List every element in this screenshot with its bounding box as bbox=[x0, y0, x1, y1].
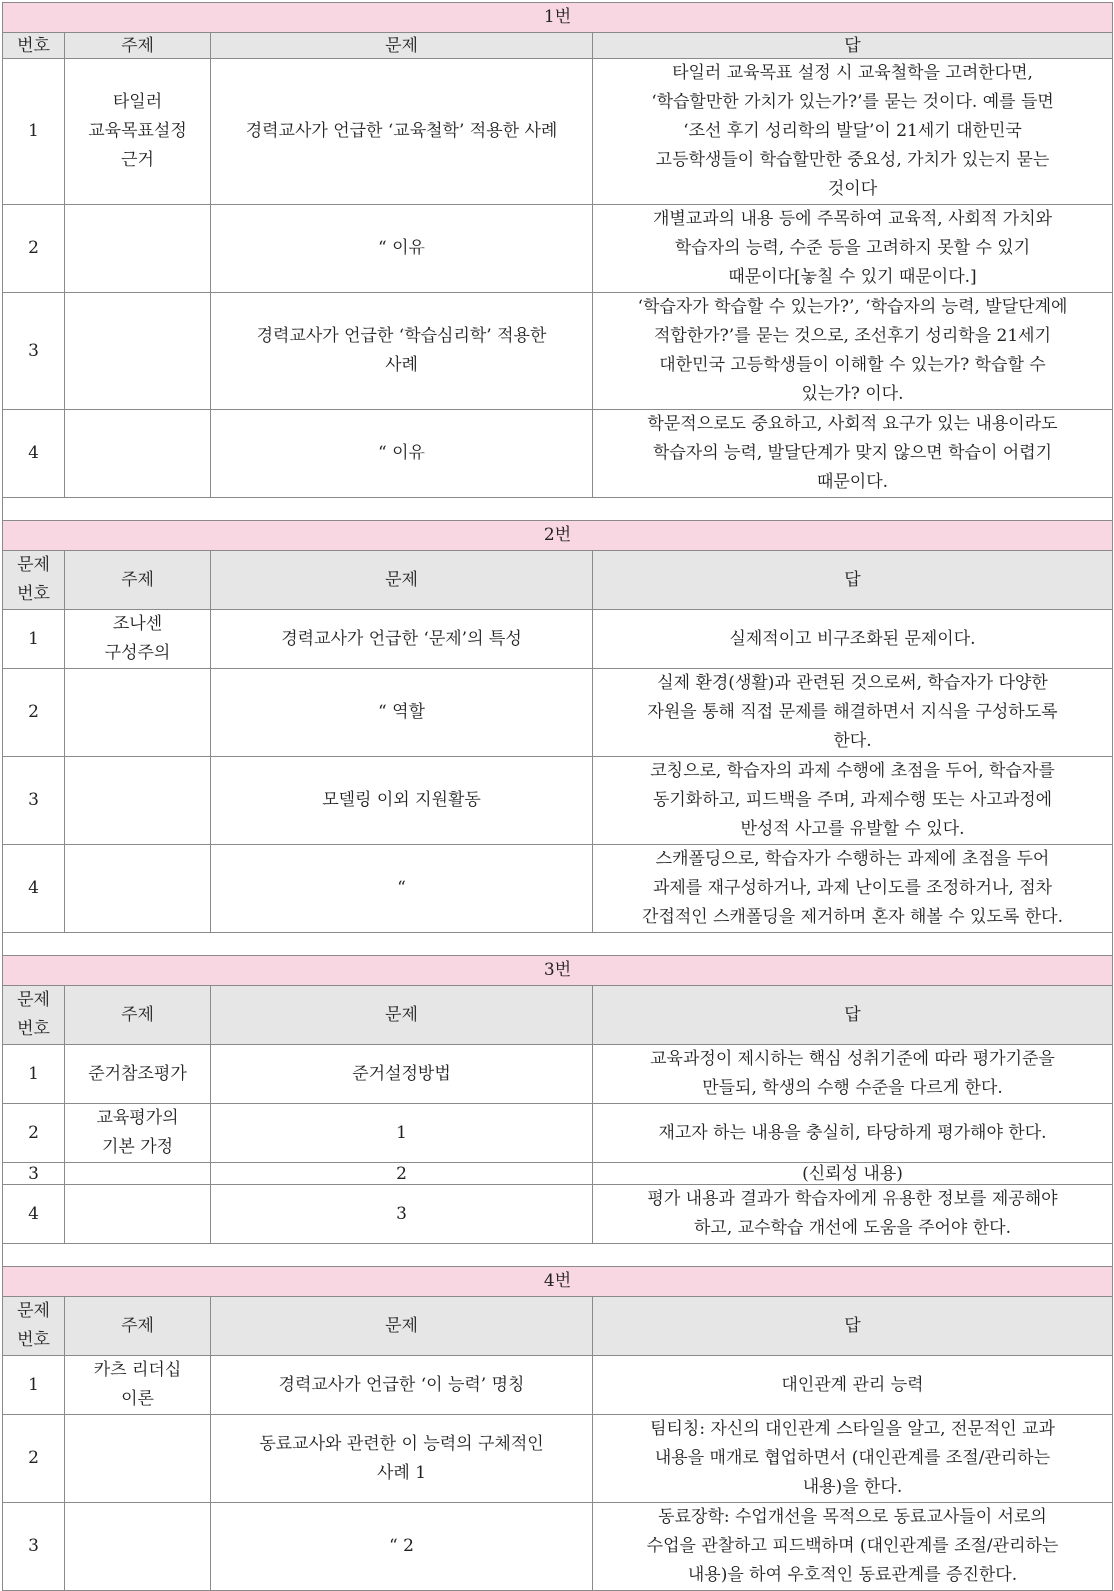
header-topic: 주제 bbox=[65, 1297, 211, 1356]
row-question: 1 bbox=[211, 1104, 593, 1163]
row-question: “ 역할 bbox=[211, 669, 593, 757]
row-number: 2 bbox=[3, 1104, 65, 1163]
row-number: 4 bbox=[3, 845, 65, 933]
row-topic bbox=[65, 757, 211, 845]
row-number: 4 bbox=[3, 1185, 65, 1244]
section-title: 1번 bbox=[3, 3, 1113, 33]
header-question: 문제 bbox=[211, 33, 593, 59]
section-3-title-row bbox=[3, 956, 1113, 986]
row-question: “ bbox=[211, 845, 593, 933]
row-question: 2 bbox=[211, 1163, 593, 1185]
row-number: 1 bbox=[3, 610, 65, 669]
section-4-title-row bbox=[3, 1267, 1113, 1297]
table-row bbox=[3, 669, 1113, 757]
row-number: 3 bbox=[3, 1163, 65, 1185]
row-number: 4 bbox=[3, 410, 65, 498]
row-topic: 조나센 구성주의 bbox=[65, 610, 211, 669]
section-1-header-row bbox=[3, 33, 1113, 59]
header-question: 문제 bbox=[211, 551, 593, 610]
row-answer: 평가 내용과 결과가 학습자에게 유용한 정보를 제공해야 하고, 교수학습 개선에 도움을 주어야 한다. bbox=[593, 1185, 1113, 1244]
row-topic: 준거참조평가 bbox=[65, 1045, 211, 1104]
row-question: 경력교사가 언급한 ‘교육철학’ 적용한 사례 bbox=[211, 59, 593, 205]
header-number: 문제 번호 bbox=[3, 1297, 65, 1356]
header-question: 문제 bbox=[211, 1297, 593, 1356]
row-answer: 스캐폴딩으로, 학습자가 수행하는 과제에 초점을 두어 과제를 재구성하거나, 과제 난이도를 조정하거나, 점차 간접적인 스캐폴딩을 제거하며 혼자 해볼 수 있도록 한다. bbox=[593, 845, 1113, 933]
row-topic: 교육평가의 기본 가정 bbox=[65, 1104, 211, 1163]
row-topic: 타일러 교육목표설정 근거 bbox=[65, 59, 211, 205]
row-number: 1 bbox=[3, 1045, 65, 1104]
row-number: 3 bbox=[3, 293, 65, 410]
row-answer: 교육과정이 제시하는 핵심 성취기준에 따라 평가기준을 만들되, 학생의 수행 수준을 다르게 한다. bbox=[593, 1045, 1113, 1104]
table-row bbox=[3, 59, 1113, 205]
row-topic bbox=[65, 205, 211, 293]
header-topic: 주제 bbox=[65, 986, 211, 1045]
table-row bbox=[3, 1415, 1113, 1503]
row-number: 1 bbox=[3, 1356, 65, 1415]
row-answer: 동료장학: 수업개선을 목적으로 동료교사들이 서로의 수업을 관찰하고 피드백하며 (대인관계를 조절/관리하는 내용)을 하여 우호적인 동료관계를 증진한다. bbox=[593, 1503, 1113, 1591]
row-answer: 학문적으로도 중요하고, 사회적 요구가 있는 내용이라도 학습자의 능력, 발달단계가 맞지 않으면 학습이 어렵기 때문이다. bbox=[593, 410, 1113, 498]
section-spacer bbox=[3, 1244, 1113, 1267]
row-topic bbox=[65, 1185, 211, 1244]
row-question: “ 이유 bbox=[211, 410, 593, 498]
row-question: “ 2 bbox=[211, 1503, 593, 1591]
row-topic bbox=[65, 1415, 211, 1503]
table-row bbox=[3, 1045, 1113, 1104]
section-spacer bbox=[3, 498, 1113, 521]
row-number: 3 bbox=[3, 1503, 65, 1591]
table-row bbox=[3, 410, 1113, 498]
row-answer: 팀티칭: 자신의 대인관계 스타일을 알고, 전문적인 교과 내용을 매개로 협업하면서 (대인관계를 조절/관리하는 내용)을 한다. bbox=[593, 1415, 1113, 1503]
row-question: 경력교사가 언급한 ‘이 능력’ 명칭 bbox=[211, 1356, 593, 1415]
header-number: 문제 번호 bbox=[3, 986, 65, 1045]
row-topic bbox=[65, 1503, 211, 1591]
row-number: 2 bbox=[3, 1415, 65, 1503]
header-answer: 답 bbox=[593, 551, 1113, 610]
header-answer: 답 bbox=[593, 1297, 1113, 1356]
header-answer: 답 bbox=[593, 986, 1113, 1045]
header-question: 문제 bbox=[211, 986, 593, 1045]
row-number: 3 bbox=[3, 757, 65, 845]
row-question: “ 이유 bbox=[211, 205, 593, 293]
table-row bbox=[3, 610, 1113, 669]
section-2-title-row bbox=[3, 521, 1113, 551]
row-answer: 타일러 교육목표 설정 시 교육철학을 고려한다면, ‘학습할만한 가치가 있는가?’를 묻는 것이다. 예를 들면 ‘조선 후기 성리학의 발달’이 21세기 대한민국 고등학생들이 학습할만한 중요성, 가치가 있는지 묻는 것이다 bbox=[593, 59, 1113, 205]
table-row bbox=[3, 1356, 1113, 1415]
row-answer: 재고자 하는 내용을 충실히, 타당하게 평가해야 한다. bbox=[593, 1104, 1113, 1163]
table-row bbox=[3, 757, 1113, 845]
answer-sheet-table bbox=[2, 2, 1113, 1591]
row-topic: 카츠 리더십 이론 bbox=[65, 1356, 211, 1415]
row-number: 2 bbox=[3, 205, 65, 293]
table-row bbox=[3, 1503, 1113, 1591]
section-3-header-row bbox=[3, 986, 1113, 1045]
row-question: 모델링 이외 지원활동 bbox=[211, 757, 593, 845]
row-topic bbox=[65, 1163, 211, 1185]
section-title: 4번 bbox=[3, 1267, 1113, 1297]
row-topic bbox=[65, 845, 211, 933]
row-answer: 대인관계 관리 능력 bbox=[593, 1356, 1113, 1415]
row-answer: 실제 환경(생활)과 관련된 것으로써, 학습자가 다양한 자원을 통해 직접 문제를 해결하면서 지식을 구성하도록 한다. bbox=[593, 669, 1113, 757]
row-number: 2 bbox=[3, 669, 65, 757]
row-answer: 실제적이고 비구조화된 문제이다. bbox=[593, 610, 1113, 669]
row-answer: 코칭으로, 학습자의 과제 수행에 초점을 두어, 학습자를 동기화하고, 피드백을 주며, 과제수행 또는 사고과정에 반성적 사고를 유발할 수 있다. bbox=[593, 757, 1113, 845]
row-answer: ‘학습자가 학습할 수 있는가?’, ‘학습자의 능력, 발달단계에 적합한가?’를 묻는 것으로, 조선후기 성리학을 21세기 대한민국 고등학생들이 이해할 수 있는가? 학습할 수 있는가? 이다. bbox=[593, 293, 1113, 410]
header-answer: 답 bbox=[593, 33, 1113, 59]
answer-sheet-body bbox=[3, 3, 1113, 1591]
table-row bbox=[3, 205, 1113, 293]
section-title: 3번 bbox=[3, 956, 1113, 986]
section-2-header-row bbox=[3, 551, 1113, 610]
table-row bbox=[3, 1104, 1113, 1163]
row-number: 1 bbox=[3, 59, 65, 205]
header-topic: 주제 bbox=[65, 33, 211, 59]
table-row bbox=[3, 293, 1113, 410]
header-number: 문제 번호 bbox=[3, 551, 65, 610]
section-1-title-row bbox=[3, 3, 1113, 33]
table-row bbox=[3, 1163, 1113, 1185]
section-4-header-row bbox=[3, 1297, 1113, 1356]
row-topic bbox=[65, 293, 211, 410]
table-row bbox=[3, 845, 1113, 933]
row-answer: 개별교과의 내용 등에 주목하여 교육적, 사회적 가치와 학습자의 능력, 수준 등을 고려하지 못할 수 있기 때문이다[놓칠 수 있기 때문이다.] bbox=[593, 205, 1113, 293]
header-number: 번호 bbox=[3, 33, 65, 59]
header-topic: 주제 bbox=[65, 551, 211, 610]
row-answer: (신뢰성 내용) bbox=[593, 1163, 1113, 1185]
row-topic bbox=[65, 410, 211, 498]
section-spacer bbox=[3, 933, 1113, 956]
row-question: 준거설정방법 bbox=[211, 1045, 593, 1104]
row-question: 3 bbox=[211, 1185, 593, 1244]
row-question: 경력교사가 언급한 ‘문제’의 특성 bbox=[211, 610, 593, 669]
row-question: 경력교사가 언급한 ‘학습심리학’ 적용한 사례 bbox=[211, 293, 593, 410]
row-question: 동료교사와 관련한 이 능력의 구체적인 사례 1 bbox=[211, 1415, 593, 1503]
table-row bbox=[3, 1185, 1113, 1244]
row-topic bbox=[65, 669, 211, 757]
section-title: 2번 bbox=[3, 521, 1113, 551]
